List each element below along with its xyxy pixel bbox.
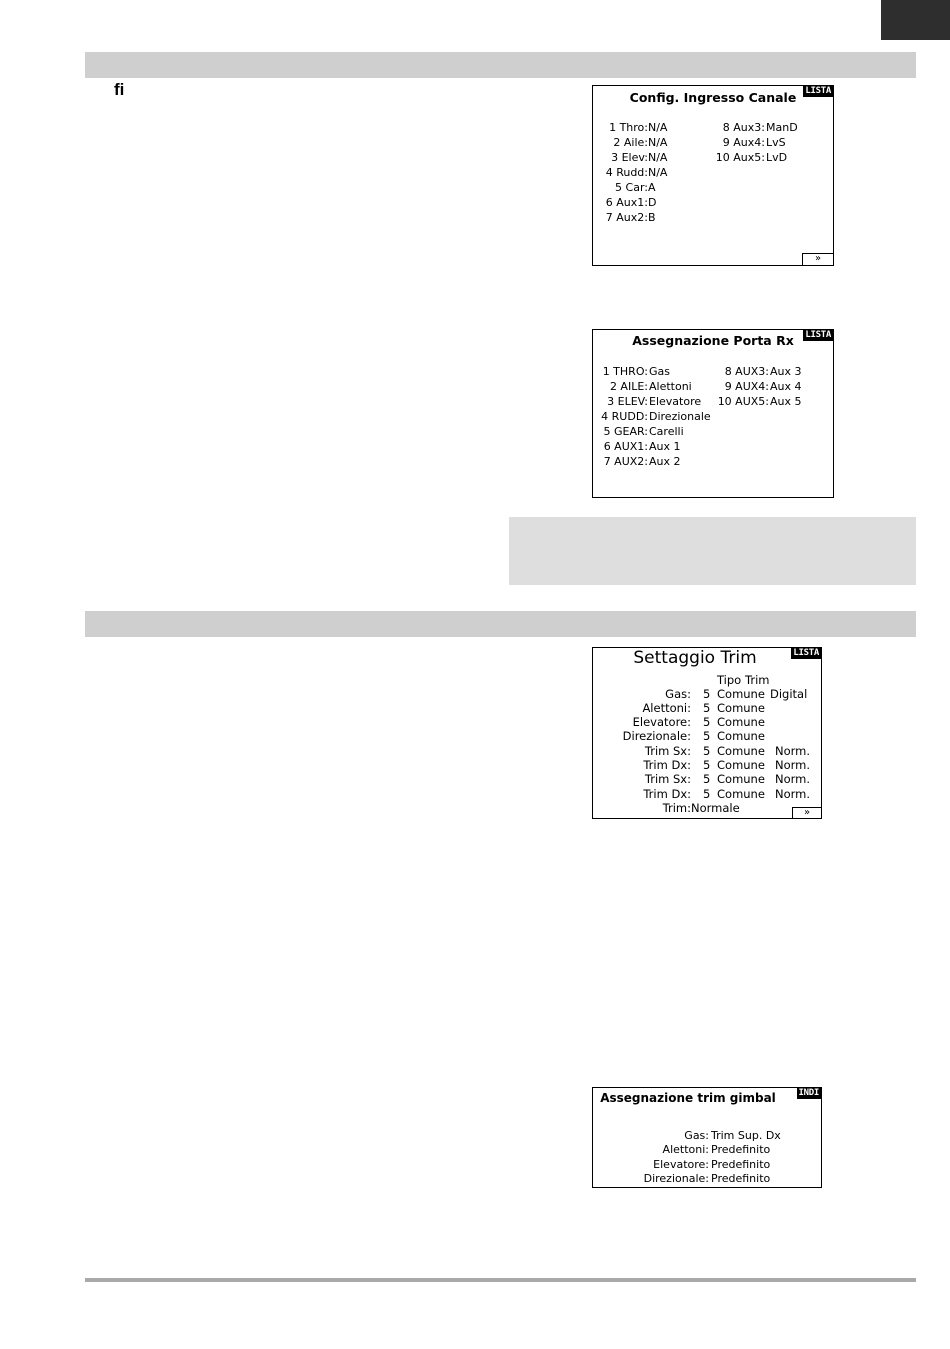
section-header-bar-trim — [85, 611, 916, 637]
trim-row[interactable]: Direzionale: 5 Comune — [622, 729, 765, 743]
footer-rule — [85, 1278, 916, 1282]
list-item[interactable]: 6 AUX1: Aux 1 — [603, 440, 681, 453]
list-item[interactable]: 4 Rudd: N/A — [605, 166, 668, 179]
trim-row[interactable]: Trim Sx: 5 Comune Norm. — [644, 772, 811, 786]
trim-row[interactable]: Trim Dx: 5 Comune Norm. — [643, 787, 811, 801]
list-item[interactable]: 4 RUDD: Direzionale — [601, 410, 711, 423]
trim-setup-screen — [592, 647, 822, 819]
list-item[interactable]: 9 AUX4: Aux 4 — [724, 380, 802, 393]
list-item[interactable]: 7 Aux2: B — [605, 211, 656, 224]
screen-title: Config. Ingresso Canale — [629, 90, 797, 105]
note-box — [509, 517, 916, 585]
trim-row[interactable]: Trim Sx: 5 Comune Norm. — [644, 744, 811, 758]
gimbal-trim-screen — [592, 1087, 822, 1188]
screen-title: Assegnazione trim gimbal — [600, 1091, 776, 1105]
next-page-button[interactable]: » — [802, 253, 833, 265]
list-item[interactable]: 2 AILE: Alettoni — [609, 380, 692, 393]
list-item[interactable]: 6 Aux1: D — [605, 196, 657, 209]
page-corner-tab — [881, 0, 950, 40]
list-item[interactable]: Alettoni: Predefinito — [662, 1143, 771, 1156]
list-badge[interactable]: LISTA — [805, 330, 831, 340]
list-item[interactable]: Elevatore: Predefinito — [653, 1158, 771, 1171]
list-item[interactable]: 10 AUX5: Aux 5 — [717, 395, 802, 408]
channel-input-screen — [592, 85, 834, 266]
list-badge[interactable]: LISTA — [805, 86, 831, 96]
trim-row[interactable]: Elevatore: 5 Comune — [632, 715, 765, 729]
list-item[interactable]: 8 AUX3: Aux 3 — [724, 365, 802, 378]
list-badge[interactable]: LISTA — [793, 648, 819, 658]
list-item[interactable]: 7 AUX2: Aux 2 — [603, 455, 681, 468]
section-header-bar-top — [85, 52, 916, 78]
screen-title: Assegnazione Porta Rx — [632, 333, 794, 348]
list-item[interactable]: 2 Aile: N/A — [613, 136, 668, 149]
screen-title: Settaggio Trim — [633, 648, 757, 668]
list-item[interactable]: 5 Car: A — [615, 181, 656, 194]
trim-row[interactable]: Gas: 5 Comune Digital — [665, 687, 808, 701]
ligature-glyph: fi — [114, 80, 125, 99]
column-header-tipo: Tipo — [717, 673, 742, 687]
list-item[interactable]: Direzionale: Predefinito — [643, 1172, 771, 1185]
list-item[interactable]: 1 Thro: N/A — [609, 121, 668, 134]
list-item[interactable]: 10 Aux5: LvD — [715, 151, 788, 164]
list-item[interactable]: 5 GEAR: Carelli — [603, 425, 684, 438]
list-item[interactable]: 3 Elev: N/A — [611, 151, 668, 164]
trim-row[interactable]: Alettoni: 5 Comune — [642, 701, 765, 715]
list-item[interactable]: 8 Aux3: ManD — [722, 121, 798, 134]
column-header-trim: Trim — [745, 673, 770, 687]
trim-row[interactable]: Trim Dx: 5 Comune Norm. — [643, 758, 811, 772]
list-item[interactable]: Gas: Trim Sup. Dx — [684, 1129, 781, 1142]
list-item[interactable]: 3 ELEV: Elevatore — [607, 395, 702, 408]
index-badge[interactable]: INDI — [798, 1088, 819, 1098]
list-item[interactable]: 1 THRO: Gas — [602, 365, 670, 378]
trim-mode-row[interactable]: Trim: Normale — [662, 801, 740, 815]
next-page-button[interactable]: » — [792, 807, 821, 818]
list-item[interactable]: 9 Aux4: LvS — [722, 136, 786, 149]
rx-port-screen — [592, 329, 834, 498]
